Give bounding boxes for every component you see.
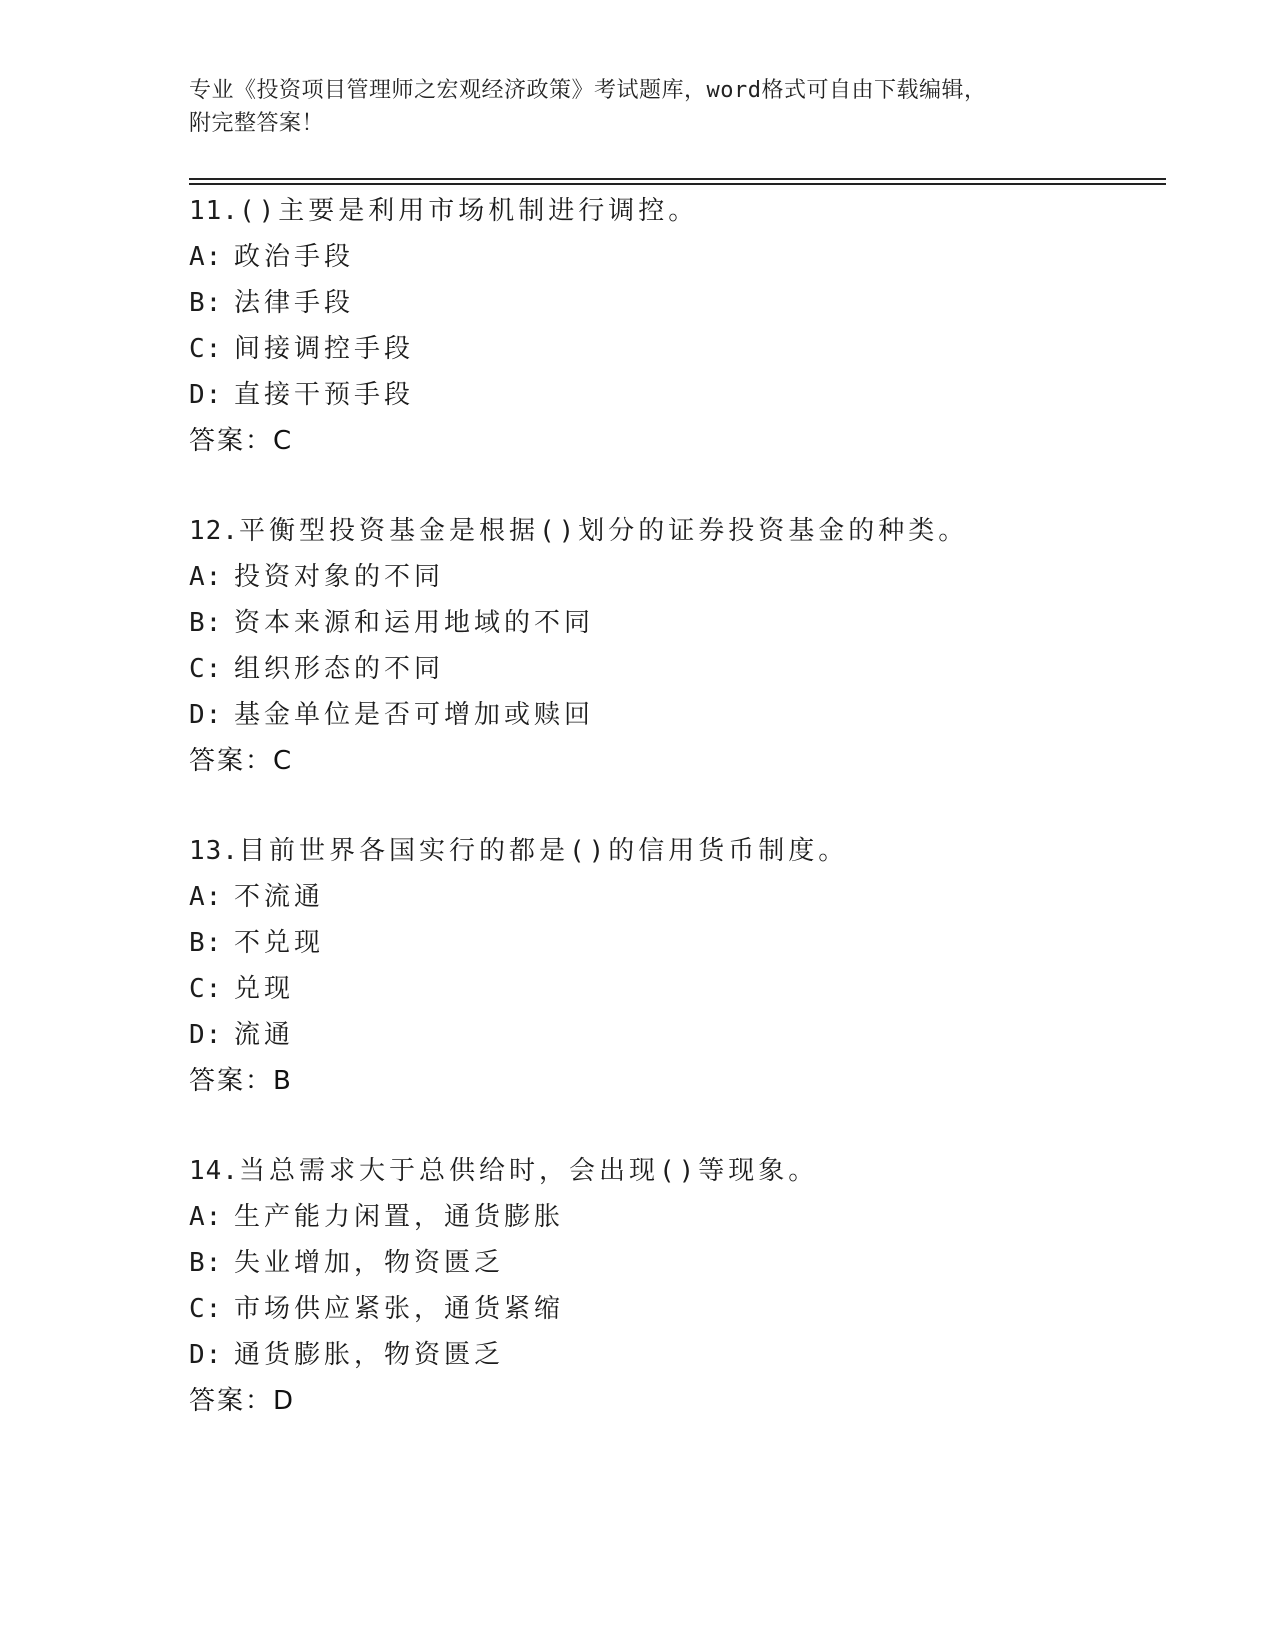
option-d <box>189 372 1169 418</box>
header-divider-top <box>189 178 1166 180</box>
question-text: 当总需求大于总供给时，会出现()等现象。 <box>238 1156 819 1186</box>
header-line-2: 附完整答案！ <box>189 111 325 136</box>
answer-value: B <box>273 1066 291 1096</box>
answer-label: 答案： <box>189 1386 274 1416</box>
option-text: 直接干预手段 <box>234 380 415 410</box>
option-a <box>189 1194 1169 1240</box>
option-letter: A: <box>189 882 223 912</box>
question-text: 平衡型投资基金是根据()划分的证券投资基金的种类。 <box>238 516 969 546</box>
option-a <box>189 874 1169 920</box>
header-line-1: 专业《投资项目管理师之宏观经济政策》考试题库，word格式可自由下载编辑， <box>189 78 987 103</box>
option-c <box>189 326 1169 372</box>
option-letter: A: <box>189 562 223 592</box>
option-text: 流通 <box>234 1020 295 1050</box>
option-a <box>189 554 1169 600</box>
answer-value: C <box>273 746 292 776</box>
question-item <box>189 828 1169 1148</box>
option-b <box>189 600 1169 646</box>
question-item <box>189 1148 1169 1468</box>
question-stem <box>189 1148 1169 1194</box>
option-letter: B: <box>189 288 223 318</box>
option-text: 通货膨胀，物资匮乏 <box>234 1340 505 1370</box>
option-letter: C: <box>189 974 223 1004</box>
option-text: 不流通 <box>234 882 325 912</box>
answer-value: C <box>273 426 292 456</box>
answer-label: 答案： <box>189 1066 274 1096</box>
option-letter: C: <box>189 1294 223 1324</box>
option-d <box>189 1012 1169 1058</box>
option-text: 法律手段 <box>234 288 355 318</box>
option-letter: D: <box>189 1020 223 1050</box>
option-b <box>189 920 1169 966</box>
answer-label: 答案： <box>189 746 274 776</box>
option-text: 间接调控手段 <box>234 334 415 364</box>
question-stem <box>189 508 1169 554</box>
question-item <box>189 508 1169 828</box>
option-text: 兑现 <box>234 974 295 1004</box>
option-letter: A: <box>189 242 223 272</box>
option-d <box>189 692 1169 738</box>
answer-line <box>189 1378 1169 1424</box>
answer-line <box>189 418 1169 464</box>
question-number: 12. <box>189 516 239 546</box>
answer-line <box>189 1058 1169 1104</box>
option-c <box>189 646 1169 692</box>
option-letter: B: <box>189 608 223 638</box>
question-list <box>189 188 1169 1468</box>
question-stem <box>189 828 1169 874</box>
answer-label: 答案： <box>189 426 274 456</box>
option-text: 失业增加，物资匮乏 <box>234 1248 505 1278</box>
answer-line <box>189 738 1169 784</box>
question-text: 目前世界各国实行的都是()的信用货币制度。 <box>238 836 849 866</box>
question-item <box>189 188 1169 508</box>
question-number: 11. <box>189 196 239 226</box>
option-text: 基金单位是否可增加或赎回 <box>234 700 595 730</box>
option-text: 资本来源和运用地域的不同 <box>234 608 595 638</box>
option-text: 组织形态的不同 <box>234 654 445 684</box>
question-number: 13. <box>189 836 239 866</box>
option-text: 生产能力闲置，通货膨胀 <box>234 1202 565 1232</box>
question-stem <box>189 188 1169 234</box>
option-b <box>189 280 1169 326</box>
option-c <box>189 966 1169 1012</box>
option-text: 政治手段 <box>234 242 355 272</box>
option-letter: D: <box>189 1340 223 1370</box>
option-b <box>189 1240 1169 1286</box>
option-text: 市场供应紧张，通货紧缩 <box>234 1294 565 1324</box>
option-letter: B: <box>189 928 223 958</box>
option-letter: D: <box>189 700 223 730</box>
question-text: ()主要是利用市场机制进行调控。 <box>238 196 699 226</box>
option-letter: A: <box>189 1202 223 1232</box>
question-number: 14. <box>189 1156 239 1186</box>
option-a <box>189 234 1169 280</box>
answer-value: D <box>273 1386 294 1416</box>
option-letter: B: <box>189 1248 223 1278</box>
document-header <box>189 74 1069 140</box>
header-divider-bottom <box>189 183 1166 185</box>
option-text: 不兑现 <box>234 928 325 958</box>
option-d <box>189 1332 1169 1378</box>
option-text: 投资对象的不同 <box>234 562 445 592</box>
option-letter: C: <box>189 654 223 684</box>
option-c <box>189 1286 1169 1332</box>
option-letter: C: <box>189 334 223 364</box>
option-letter: D: <box>189 380 223 410</box>
